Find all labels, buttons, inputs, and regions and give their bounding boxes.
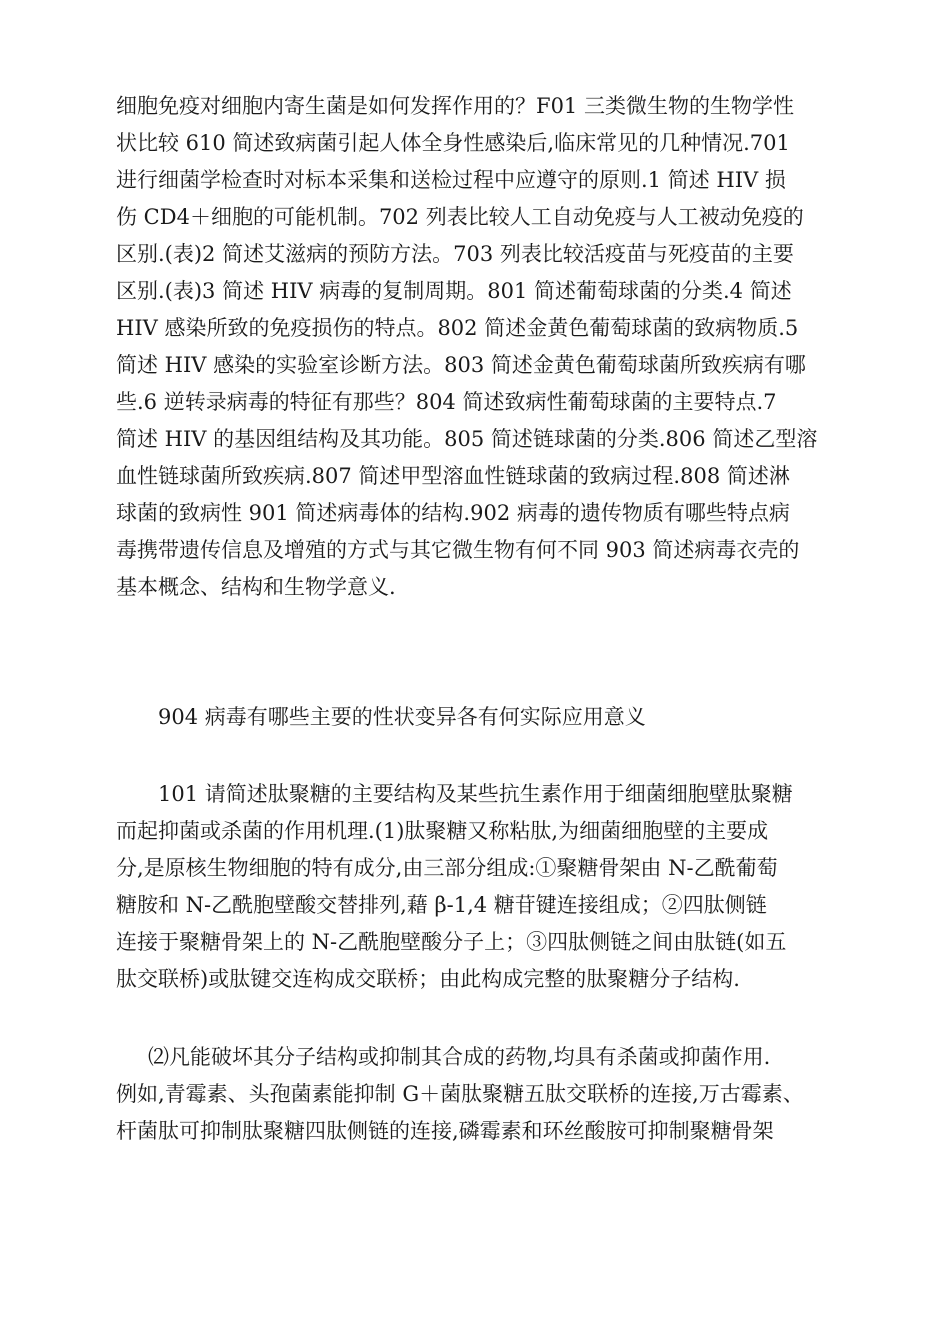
text-line: 糖胺和 N-乙酰胞壁酸交替排列,藉 β-1,4 糖苷键连接组成；②四肽侧链 (116, 893, 767, 917)
text-line: 区别.(表)2 简述艾滋病的预防方法。703 列表比较活疫苗与死疫苗的主要 (116, 242, 794, 266)
text-line-indented: ⑵凡能破坏其分子结构或抑制其合成的药物,均具有杀菌或抑菌作用. (148, 1045, 771, 1069)
text-line: 区别.(表)3 简述 HIV 病毒的复制周期。801 简述葡萄球菌的分类.4 简述 (116, 279, 792, 303)
text-line: 连接于聚糖骨架上的 N-乙酰胞壁酸分子上；③四肽侧链之间由肽链(如五 (116, 930, 787, 954)
text-line: 状比较 610 简述致病菌引起人体全身性感染后,临床常见的几种情况.701 (116, 131, 790, 155)
text-line: 细胞免疫对细胞内寄生菌是如何发挥作用的？F01 三类微生物的生物学性 (116, 94, 794, 118)
text-line: 分,是原核生物细胞的特有成分,由三部分组成:①聚糖骨架由 N-乙酰葡萄 (116, 856, 778, 880)
text-line: 杆菌肽可抑制肽聚糖四肽侧链的连接,磷霉素和环丝酸胺可抑制聚糖骨架 (116, 1119, 774, 1143)
text-line-indented: 101 请简述肽聚糖的主要结构及某些抗生素作用于细菌细胞壁肽聚糖 (158, 782, 793, 806)
text-line: 伤 CD4＋细胞的可能机制。702 列表比较人工自动免疫与人工被动免疫的 (116, 205, 804, 229)
paragraph-question-list (116, 88, 856, 606)
text-line: 简述 HIV 的基因组结构及其功能。805 简述链球菌的分类.806 简述乙型溶 (116, 427, 818, 451)
text-line: 球菌的致病性 901 简述病毒体的结构.902 病毒的遗传物质有哪些特点病 (116, 501, 790, 525)
paragraph-answer-part-2 (116, 1039, 856, 1150)
text-line: 毒携带遗传信息及增殖的方式与其它微生物有何不同 903 简述病毒衣壳的 (116, 538, 800, 562)
paragraph-answer-101 (116, 776, 856, 998)
text-line: HIV 感染所致的免疫损伤的特点。802 简述金黄色葡萄球菌的致病物质.5 (116, 316, 799, 340)
paragraph-question-904 (158, 699, 858, 736)
text-line: 904 病毒有哪些主要的性状变异各有何实际应用意义 (158, 705, 646, 729)
text-line: 简述 HIV 感染的实验室诊断方法。803 简述金黄色葡萄球菌所致疾病有哪 (116, 353, 806, 377)
text-line: 些.6 逆转录病毒的特征有那些？804 简述致病性葡萄球菌的主要特点.7 (116, 390, 777, 414)
text-line: 基本概念、结构和生物学意义. (116, 575, 396, 599)
text-line: 例如,青霉素、头孢菌素能抑制 G＋菌肽聚糖五肽交联桥的连接,万古霉素、 (116, 1082, 804, 1106)
text-line: 进行细菌学检查时对标本采集和送检过程中应遵守的原则.1 简述 HIV 损 (116, 168, 786, 192)
text-line: 肽交联桥)或肽键交连构成交联桥；由此构成完整的肽聚糖分子结构. (116, 967, 740, 991)
text-line: 血性链球菌所致疾病.807 简述甲型溶血性链球菌的致病过程.808 简述淋 (116, 464, 790, 488)
text-line: 而起抑菌或杀菌的作用机理.(1)肽聚糖又称粘肽,为细菌细胞壁的主要成 (116, 819, 769, 843)
